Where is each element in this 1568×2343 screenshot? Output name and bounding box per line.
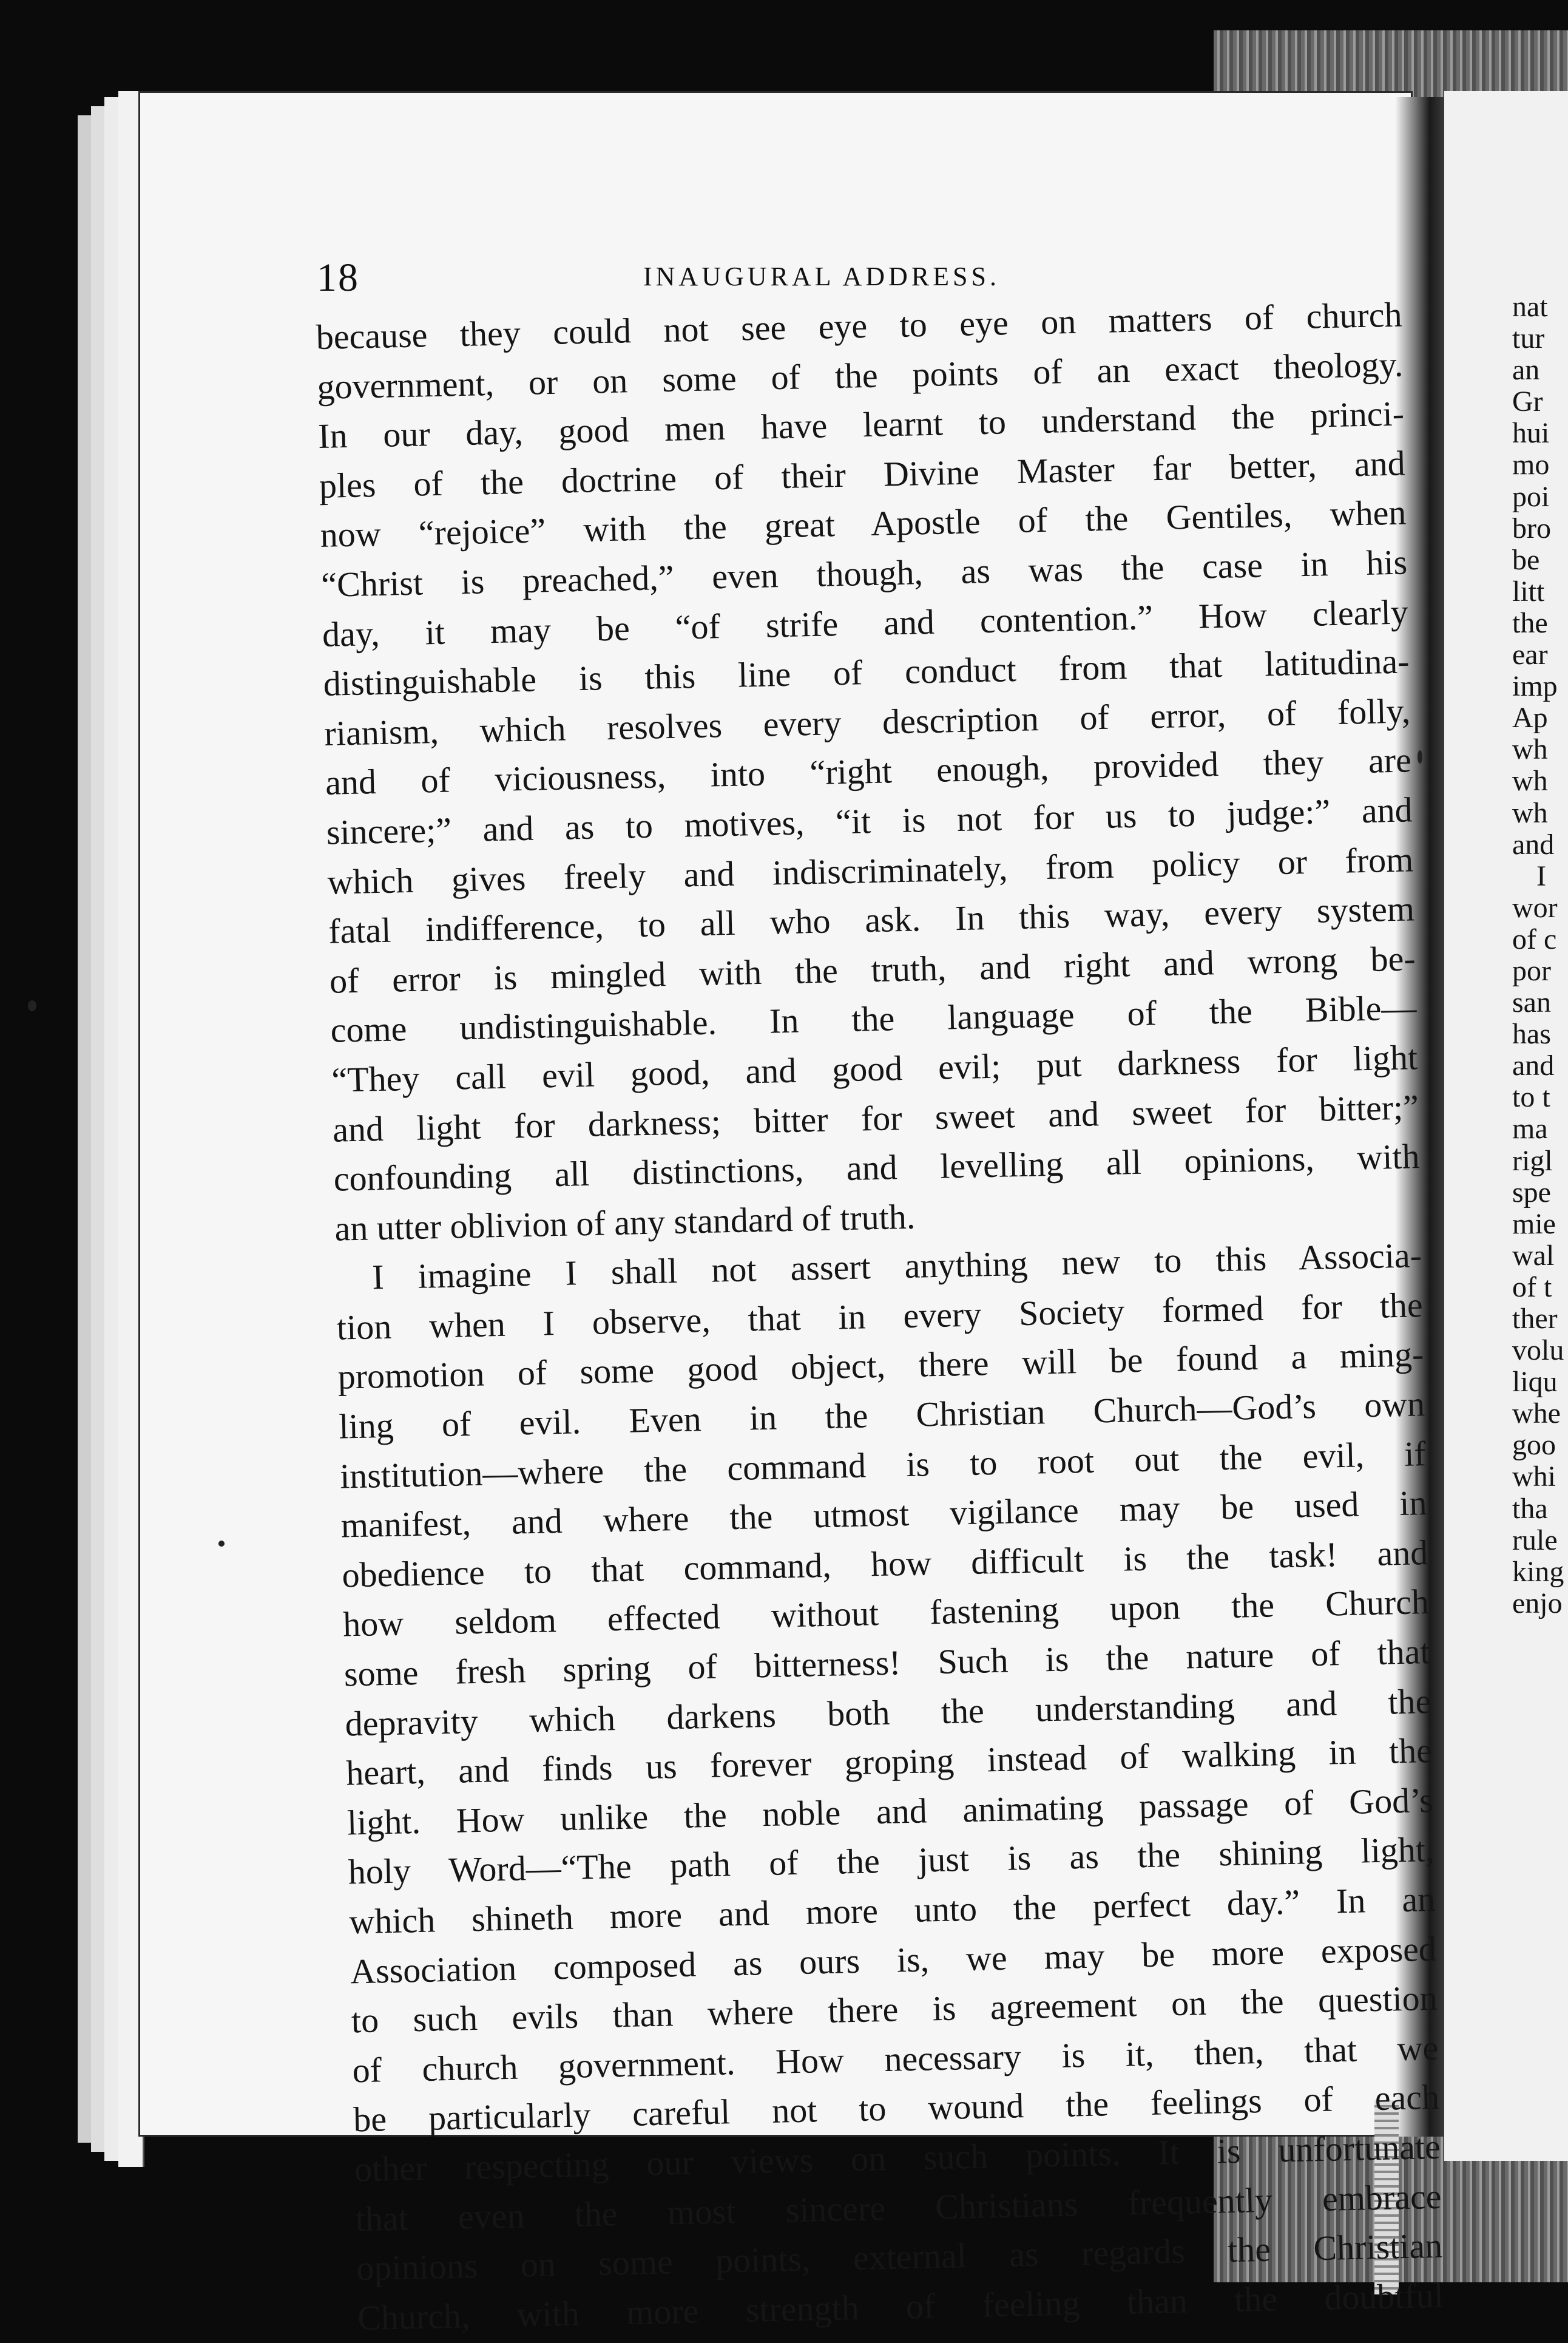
text-line: promotion of some good object, there will be found a ming- <box>337 1334 1425 1397</box>
right-page-fragment: rigl <box>1512 1144 1553 1177</box>
text-line: I imagine I shall not assert anything new to this Associa- <box>371 1235 1422 1297</box>
right-page-fragment: has <box>1512 1018 1551 1051</box>
right-page-fragment: wh <box>1512 733 1548 766</box>
right-page-fragment: spe <box>1512 1176 1551 1209</box>
text-line: rianism, which resolves every description of error, of folly, <box>323 691 1411 753</box>
text-line: some fresh spring of bitterness! Such is the nature of that <box>343 1632 1431 1694</box>
right-page-fragment: an <box>1512 354 1540 387</box>
text-line: fatal indifference, to all who ask. In this way, every system <box>328 889 1415 951</box>
text-line: confounding all distinctions, and levelling all opinions, with <box>333 1136 1421 1199</box>
body-text <box>316 290 1444 2343</box>
text-line: light. How unlike the noble and animating passage of God’s <box>346 1780 1434 1843</box>
text-line: In our day, good men have learnt to understand the princi- <box>317 393 1405 456</box>
text-line: ling of evil. Even in the Christian Church—God’s own <box>338 1384 1425 1446</box>
right-page-fragment: san <box>1512 986 1551 1019</box>
right-page-fragment: king <box>1512 1555 1564 1588</box>
running-head: INAUGURAL ADDRESS. <box>643 262 1000 291</box>
text-line: be particularly careful not to wound the feelings of each <box>353 2077 1440 2140</box>
text-line: manifest, and where the utmost vigilance may be used in <box>340 1483 1428 1545</box>
right-page-fragment: whe <box>1512 1397 1561 1430</box>
text-line: Association composed as ours is, we may be more exposed <box>350 1928 1437 1991</box>
text-line: “They call evil good, and good evil; put darkness for light <box>331 1037 1418 1100</box>
right-page-fragment: poi <box>1512 480 1550 513</box>
text-line: how seldom effected without fastening upon the Church <box>342 1582 1430 1644</box>
right-page-fragment: ther <box>1512 1303 1558 1335</box>
right-page-fragment: of t <box>1512 1270 1552 1303</box>
text-line: because they could not see eye to eye on matters of church <box>316 294 1403 357</box>
right-page-text-fragments <box>1512 291 1568 1619</box>
right-page-fragment: Gr <box>1512 385 1543 418</box>
text-line: “Christ is preached,” even though, as was the case in his <box>320 542 1408 605</box>
text-line: opinions on some points, external as regards the Christian <box>356 2225 1443 2288</box>
text-line: holy Word—“The path of the just is as the shining light, <box>348 1829 1435 1892</box>
right-page-fragment: and <box>1512 1049 1555 1082</box>
text-line: distinguishable is this line of conduct from that latitudina- <box>323 641 1410 704</box>
right-page-fragment: ear <box>1512 639 1548 671</box>
text-line: depravity which darkens both the understanding and the <box>345 1681 1431 1744</box>
right-page-fragment: wh <box>1512 796 1548 829</box>
text-line: institution—where the command is to root out the evil, if <box>339 1433 1427 1496</box>
scan-speck <box>28 1000 36 1011</box>
text-line: Church, with more strength of feeling than the doubtful <box>357 2275 1444 2338</box>
text-line: obedience to that command, how difficult is the task! and <box>341 1532 1428 1595</box>
right-page-fragment: rule <box>1512 1524 1558 1556</box>
right-page-fragment: imp <box>1512 670 1558 703</box>
text-line: heart, and finds us forever groping instead of walking in the <box>345 1731 1433 1793</box>
right-page-fragment: wal <box>1512 1239 1555 1272</box>
right-page-fragment: mie <box>1512 1207 1556 1240</box>
right-page-fragment: of c <box>1512 923 1557 955</box>
text-line: to such evils than where there is agreement on the question <box>351 1978 1438 2041</box>
scan-speck <box>1418 750 1422 764</box>
text-line: that even the most sincere Christians frequently embrace <box>355 2176 1442 2239</box>
right-page-fragment: liqu <box>1512 1366 1558 1399</box>
right-page-fragment: tha <box>1512 1492 1548 1525</box>
text-line: of church government. How necessary is it, then, that we <box>351 2027 1439 2090</box>
right-page-fragment: and <box>1512 828 1555 861</box>
right-page-fragment: wor <box>1512 891 1558 924</box>
right-page-fragment: the <box>1512 606 1548 639</box>
right-page-fragment: volu <box>1512 1334 1564 1367</box>
text-line: and light for darkness; bitter for sweet and sweet for bitter;” <box>332 1087 1419 1150</box>
right-page-fragment: I <box>1536 860 1546 892</box>
right-page-fragment: mo <box>1512 449 1550 481</box>
text-line: now “rejoice” with the great Apostle of the Gentiles, when <box>320 492 1407 555</box>
text-line: come undistinguishable. In the language of the Bible— <box>330 988 1418 1051</box>
text-line: ples of the doctrine of their Divine Master far better, and <box>319 443 1406 506</box>
right-page-fragment: ma <box>1512 1113 1548 1145</box>
right-page-fragment: Ap <box>1512 702 1548 734</box>
text-line: which gives freely and indiscriminately, from policy or from <box>326 839 1414 902</box>
text-line: which shineth more and more unto the perfect day.” In an <box>348 1879 1436 1942</box>
right-page-fragment: goo <box>1512 1429 1556 1462</box>
text-line: tion when I observe, that in every Society formed for the <box>336 1285 1424 1348</box>
right-page-fragment: hui <box>1512 417 1550 450</box>
text-line: government, or on some of the points of an exact theology. <box>316 344 1404 407</box>
right-page-fragment: enjo <box>1512 1587 1563 1619</box>
right-page-fragment: nat <box>1512 291 1548 323</box>
right-page-fragment: to t <box>1512 1081 1550 1114</box>
text-line: day, it may be “of strife and contention.” How clearly <box>322 591 1409 654</box>
right-page-fragment: wh <box>1512 765 1548 798</box>
right-page-fragment: bro <box>1512 512 1551 544</box>
text-line: and of viciousness, into “right enough, provided they are <box>325 740 1412 803</box>
right-page-fragment: be <box>1512 543 1540 576</box>
text-line: sincere;” and as to motives, “it is not for us to judge:” and <box>326 790 1413 852</box>
text-line: other respecting our views on such points. It is unfortunate <box>354 2126 1441 2189</box>
right-page-fragment: litt <box>1512 575 1545 608</box>
text-line: an utter oblivion of any standard of truth. <box>334 1196 916 1249</box>
page-number: 18 <box>317 256 359 300</box>
scan-speck <box>218 1541 225 1547</box>
text-line: of error is mingled with the truth, and right and wrong be- <box>329 938 1416 1001</box>
right-page-fragment: por <box>1512 954 1551 987</box>
right-page-fragment: whi <box>1512 1460 1556 1493</box>
binding-cloth-top <box>1214 30 1568 97</box>
right-page-fragment: tur <box>1512 322 1545 355</box>
